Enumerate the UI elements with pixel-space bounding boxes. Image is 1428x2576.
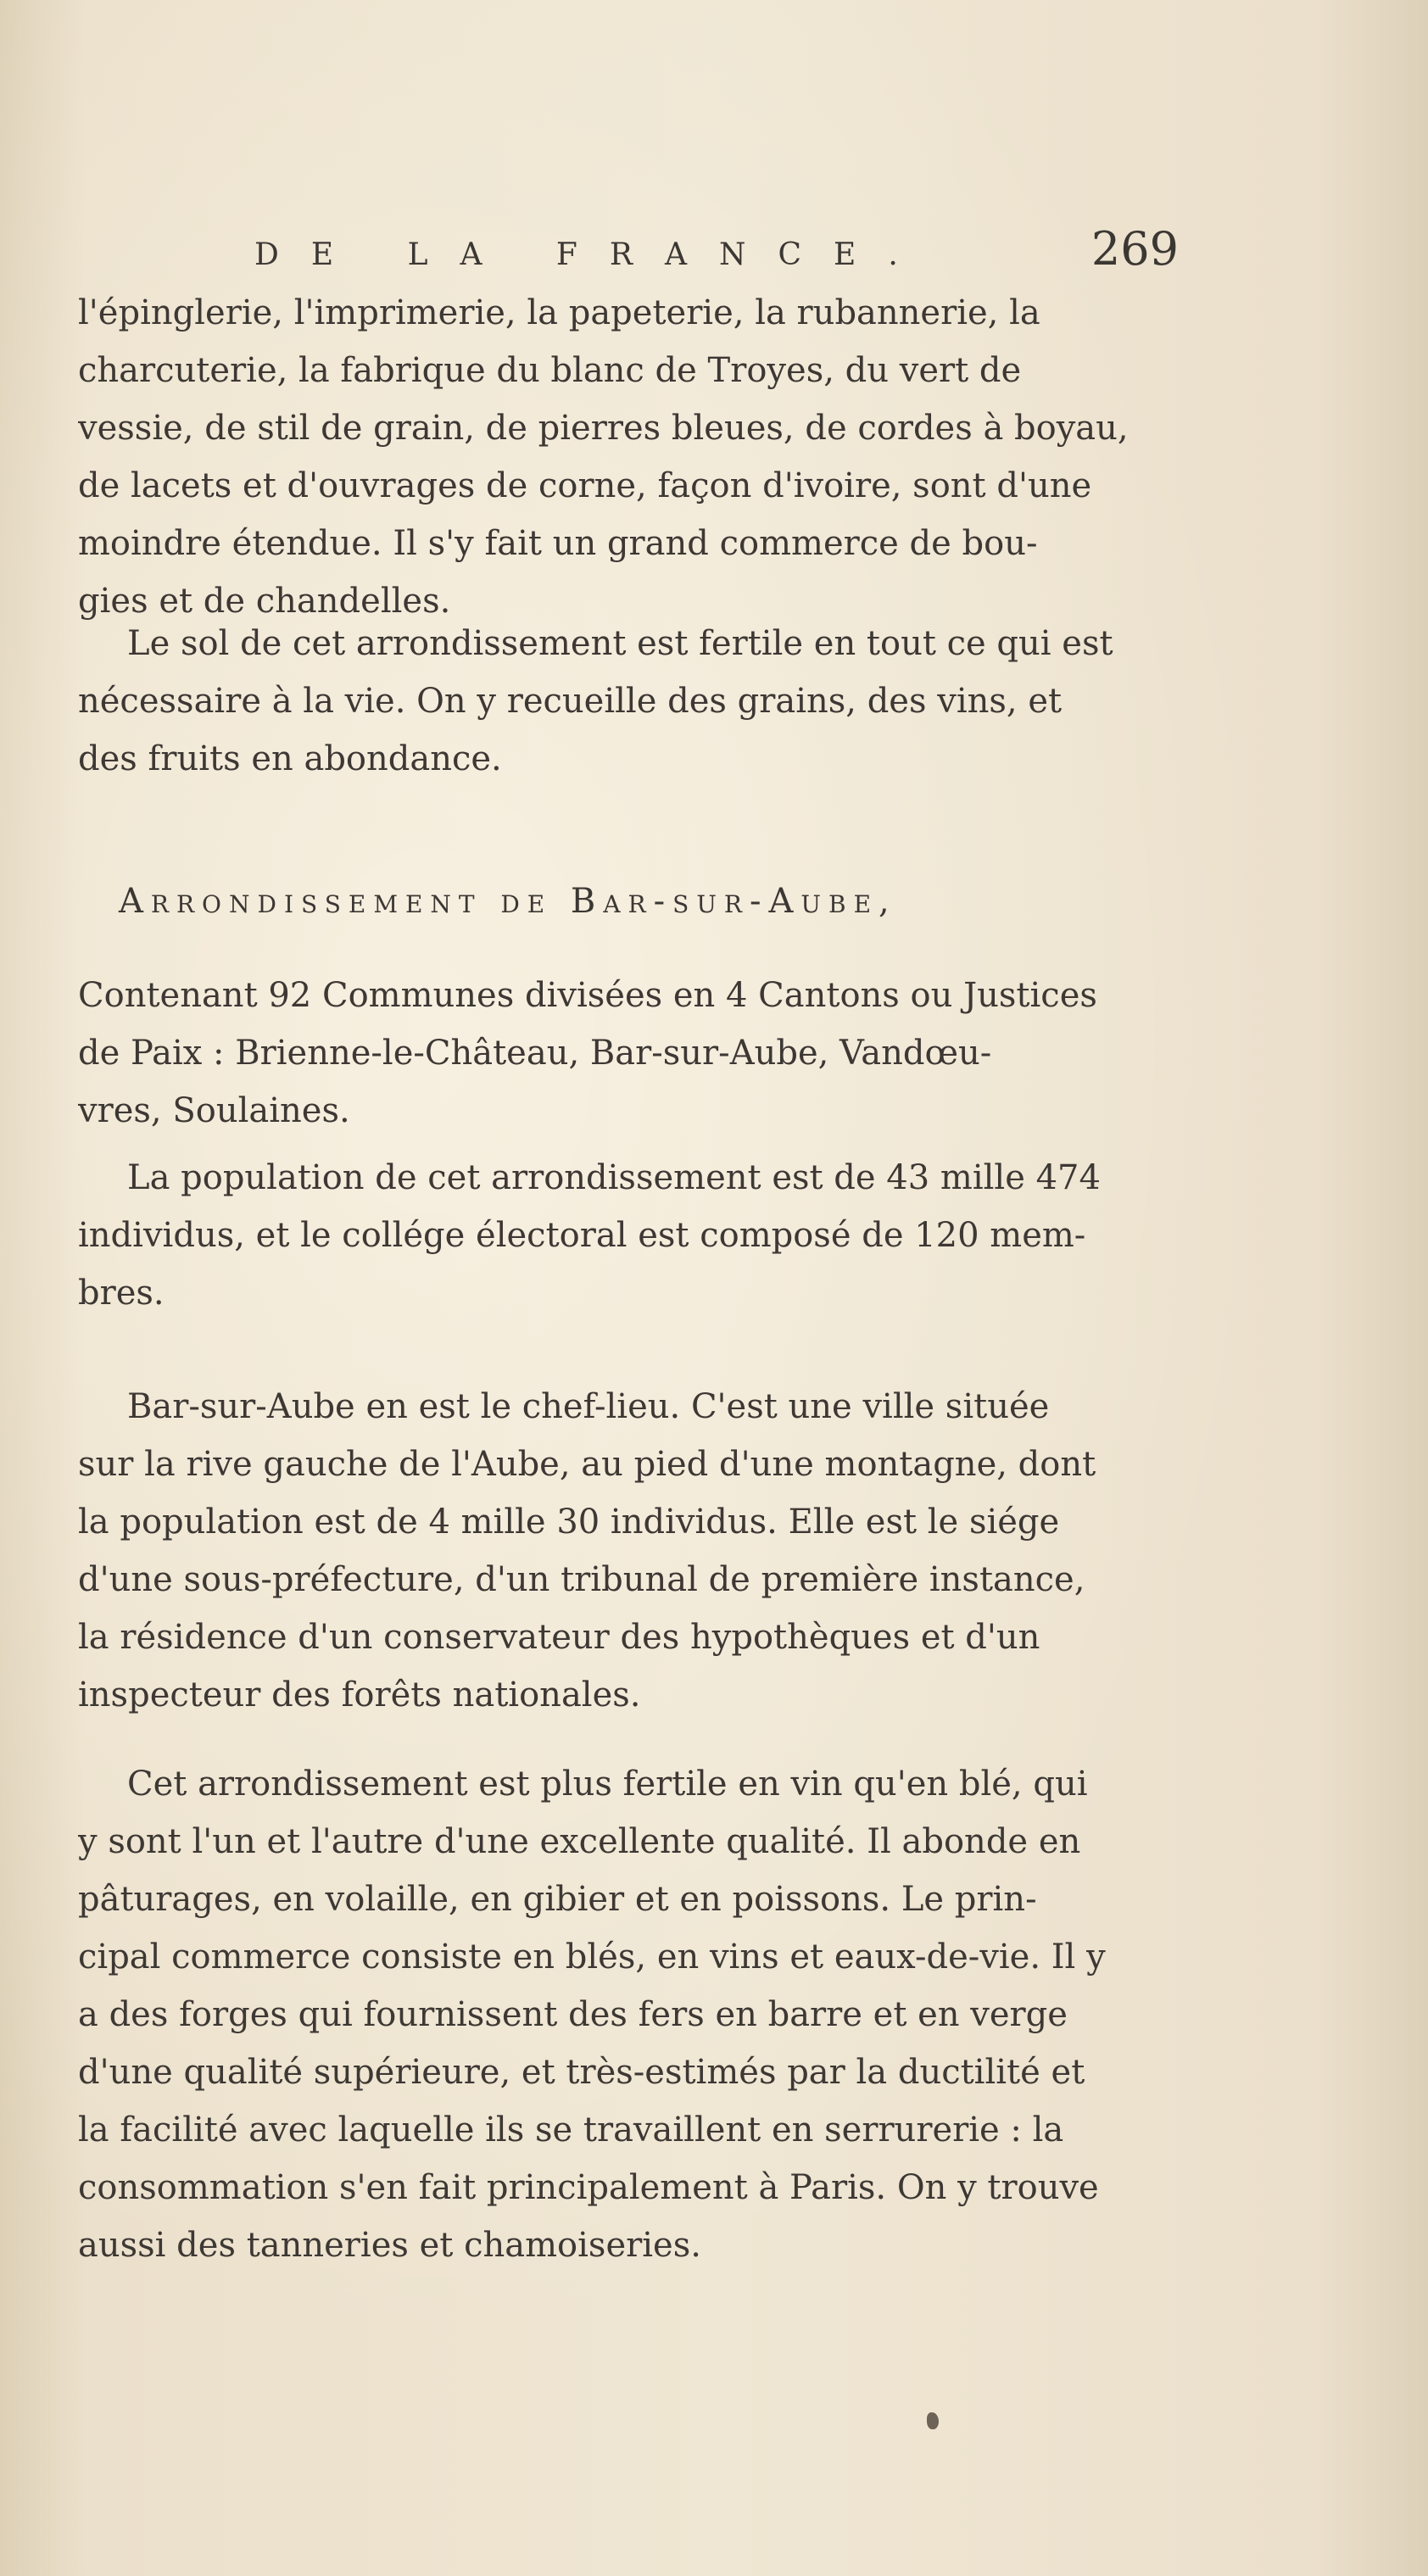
text-line: d'une sous-préfecture, d'un tribunal de première instance, (78, 1560, 1085, 1599)
text-line: pâturages, en volaille, en gibier et en poissons. Le prin- (78, 1880, 1037, 1919)
text-line: vres, Soulaines. (78, 1091, 350, 1130)
section-title: Arrondissement de Bar-sur-Aube, (119, 882, 897, 921)
text-line: Le sol de cet arrondissement est fertile en tout ce qui est (127, 624, 1113, 663)
text-line: Bar-sur-Aube en est le chef-lieu. C'est une ville située (127, 1387, 1050, 1426)
text-line: l'épinglerie, l'imprimerie, la papeterie, la rubannerie, la (78, 293, 1040, 332)
paragraph-2 (78, 615, 1143, 788)
text-line: individus, et le collége électoral est composé de 120 mem- (78, 1216, 1086, 1255)
paragraph-6 (78, 1755, 1143, 2274)
text-line: charcuterie, la fabrique du blanc de Troyes, du vert de (78, 351, 1022, 390)
text-line: de Paix : Brienne-le-Château, Bar-sur-Aube, Vandœu- (78, 1034, 992, 1073)
text-line: de lacets et d'ouvrages de corne, façon d'ivoire, sont d'une (78, 466, 1092, 505)
text-line: inspecteur des forêts nationales. (78, 1676, 641, 1715)
text-line: la population est de 4 mille 30 individus. Elle est le siége (78, 1503, 1060, 1542)
text-line: la résidence d'un conservateur des hypothèques et d'un (78, 1618, 1040, 1657)
text-line: y sont l'un et l'autre d'une excellente qualité. Il abonde en (78, 1822, 1081, 1861)
paragraph-3 (78, 967, 1143, 1140)
page-number: 269 (1091, 222, 1179, 276)
paragraph-4 (78, 1149, 1143, 1322)
text-line: Contenant 92 Communes divisées en 4 Cantons ou Justices (78, 976, 1097, 1015)
text-line: cipal commerce consiste en blés, en vins et eaux-de-vie. Il y (78, 1938, 1106, 1977)
text-line: bres. (78, 1274, 165, 1313)
text-line: aussi des tanneries et chamoiseries. (78, 2226, 701, 2265)
text-line: des fruits en abondance. (78, 739, 502, 778)
text-line: consommation s'en fait principalement à Paris. On y trouve (78, 2168, 1099, 2207)
running-head: DE LA FRANCE. (254, 237, 930, 272)
text-line: La population de cet arrondissement est de 43 mille 474 (127, 1158, 1101, 1197)
text-line: nécessaire à la vie. On y recueille des grains, des vins, et (78, 682, 1063, 721)
text-line: moindre étendue. Il s'y fait un grand commerce de bou- (78, 524, 1038, 563)
text-line: sur la rive gauche de l'Aube, au pied d'une montagne, dont (78, 1445, 1096, 1484)
paragraph-5 (78, 1378, 1143, 1724)
paragraph-1 (78, 284, 1143, 630)
ink-mark-ornament (927, 2412, 939, 2429)
text-line: vessie, de stil de grain, de pierres bleues, de cordes à boyau, (78, 409, 1129, 448)
text-line: d'une qualité supérieure, et très-estimés par la ductilité et (78, 2053, 1085, 2092)
text-line: Cet arrondissement est plus fertile en vin qu'en blé, qui (127, 1765, 1088, 1804)
page-header (254, 222, 1179, 276)
text-line: gies et de chandelles. (78, 582, 451, 621)
text-line: a des forges qui fournissent des fers en barre et en verge (78, 1995, 1068, 2034)
text-line: la facilité avec laquelle ils se travaillent en serrurerie : la (78, 2110, 1064, 2149)
